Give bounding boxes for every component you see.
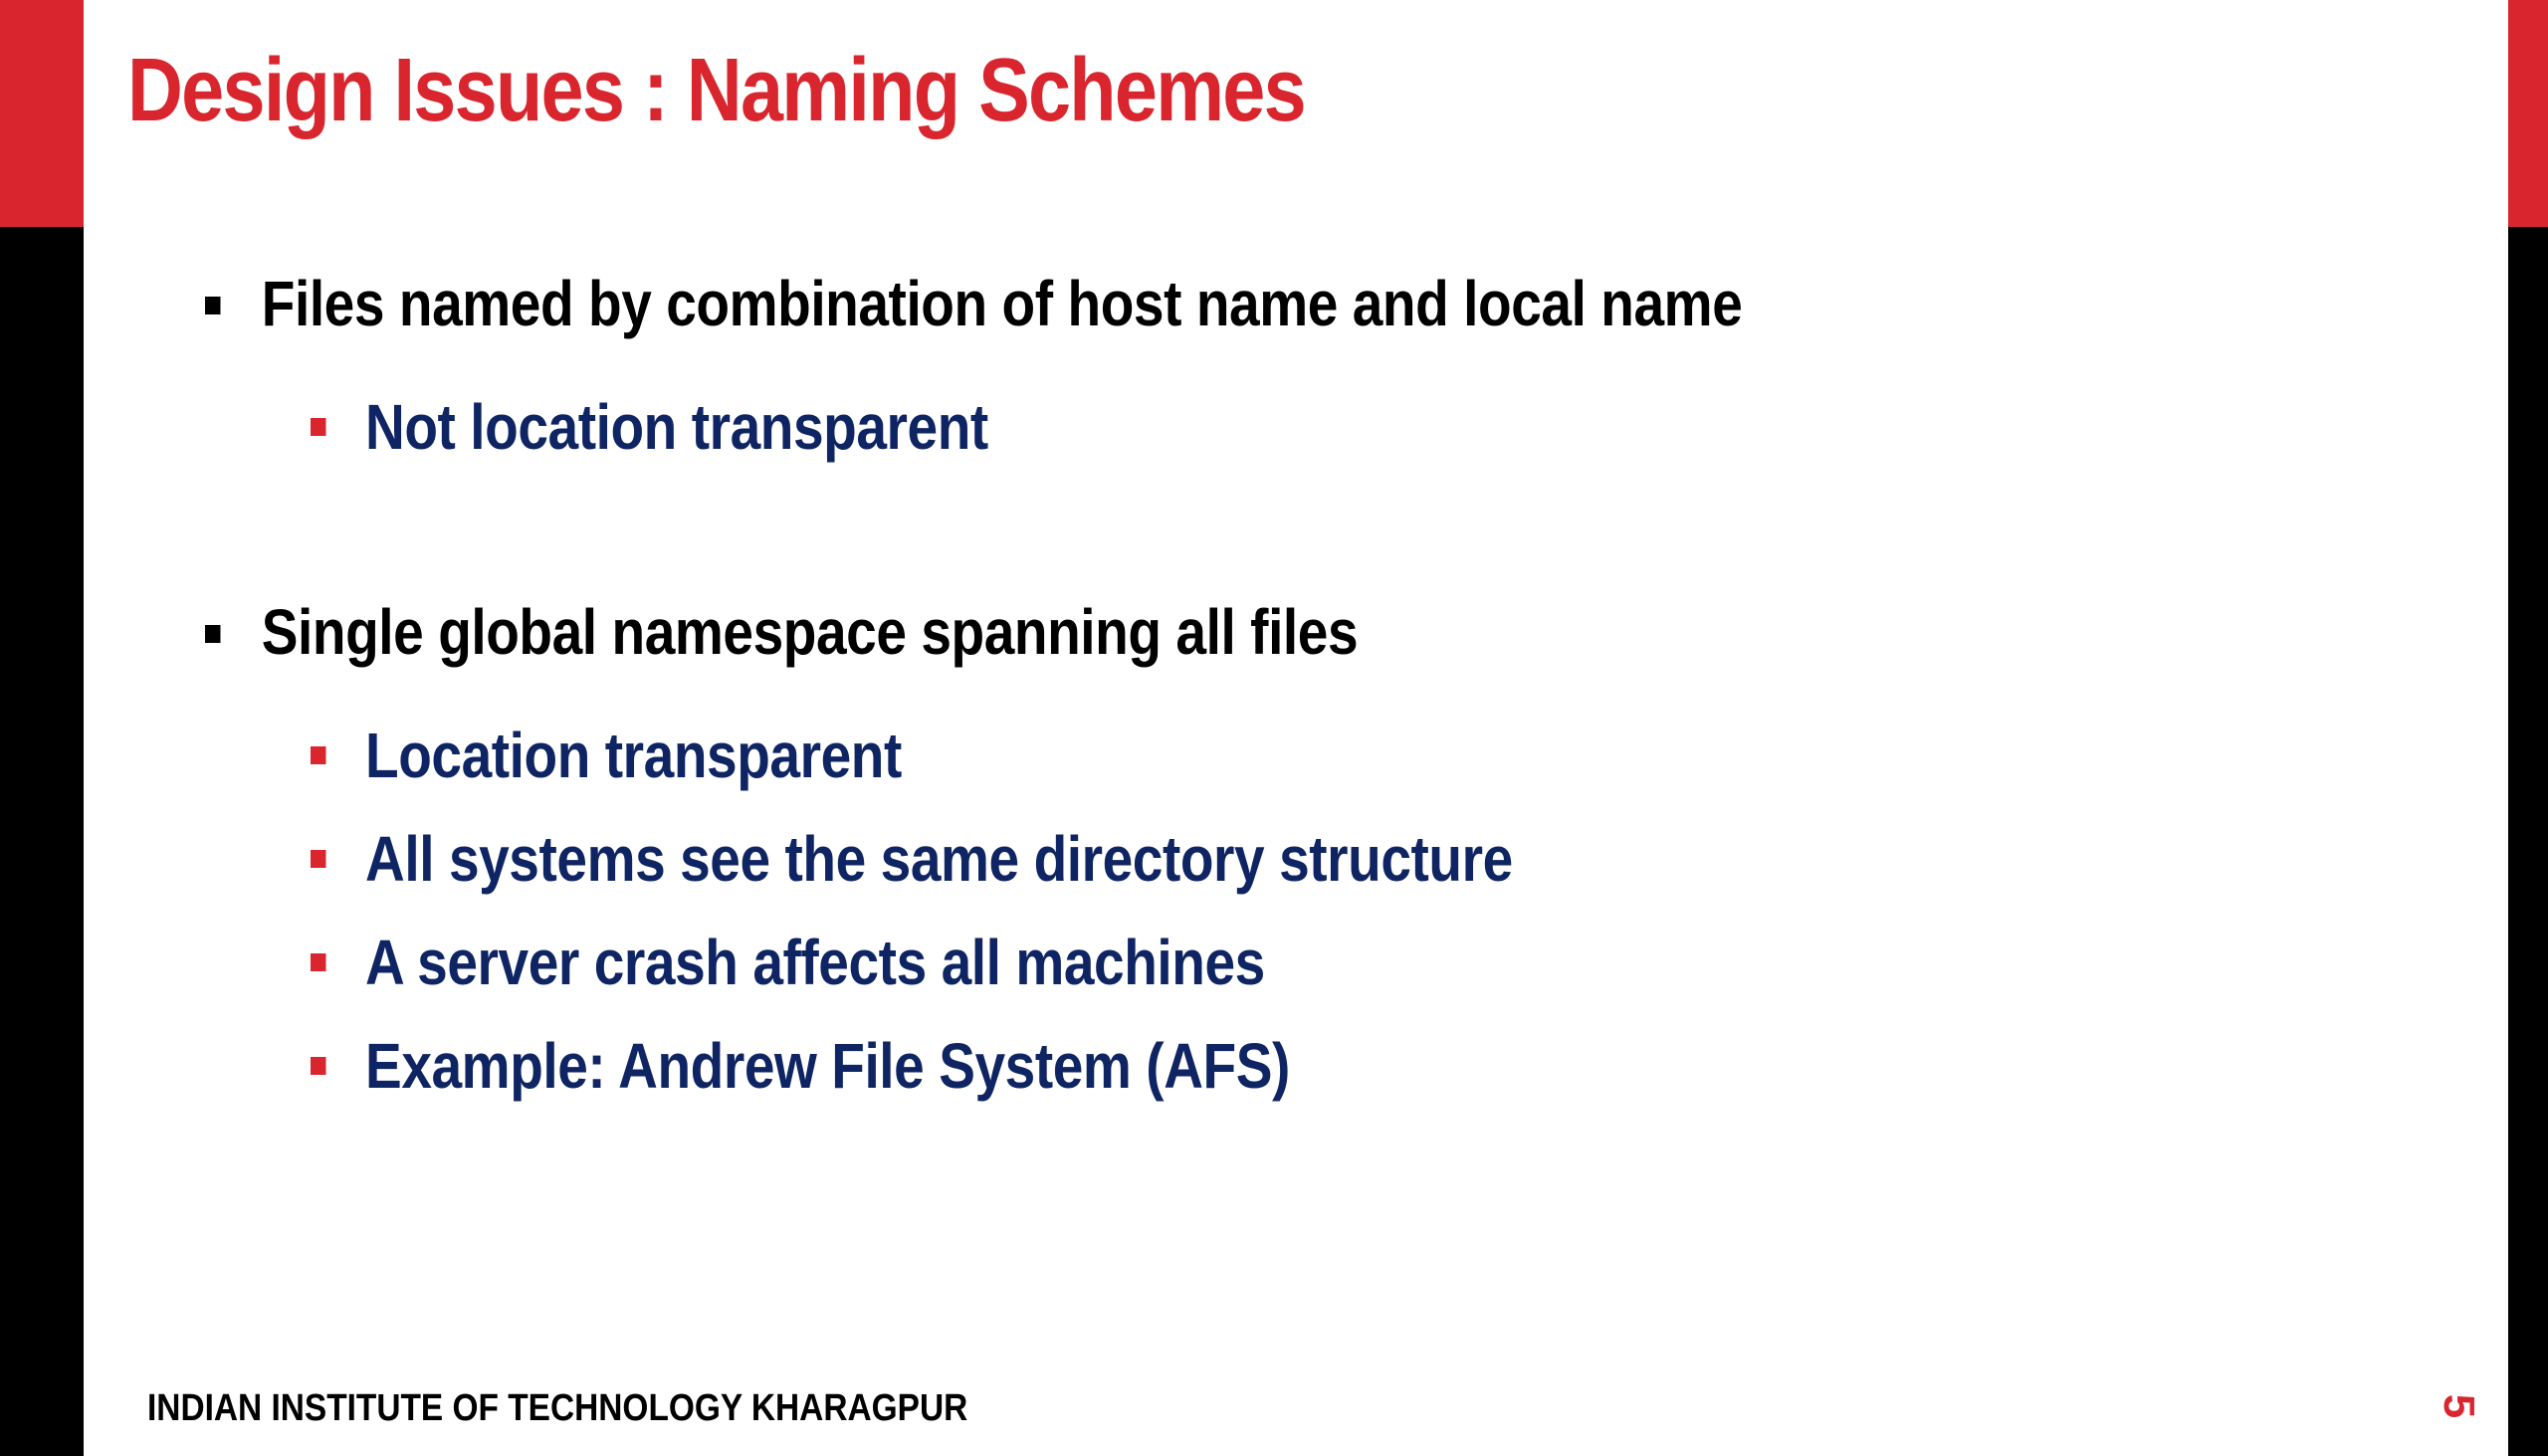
sub-bullet-text: Location transparent bbox=[365, 720, 902, 791]
slide-title: Design Issues : Naming Schemes bbox=[127, 41, 1305, 140]
left-side-bar bbox=[0, 0, 84, 1456]
sub-bullet-text: A server crash affects all machines bbox=[365, 927, 1265, 998]
square-bullet-icon bbox=[311, 850, 325, 868]
sub-bullet-text: Not location transparent bbox=[365, 391, 988, 463]
left-red-accent bbox=[0, 0, 84, 227]
page-number: 5 bbox=[2435, 1393, 2483, 1419]
bullet-text: Single global namespace spanning all files bbox=[261, 596, 1359, 668]
square-bullet-icon bbox=[311, 953, 325, 971]
square-bullet-icon bbox=[311, 1057, 325, 1075]
bullet-text: Files named by combination of host name and local name bbox=[261, 268, 1743, 339]
square-bullet-icon bbox=[205, 625, 220, 643]
sub-bullet-text: Example: Andrew File System (AFS) bbox=[365, 1030, 1290, 1102]
institution-footer: INDIAN INSTITUTE OF TECHNOLOGY KHARAGPUR bbox=[147, 1387, 968, 1429]
sub-bullet-text: All systems see the same directory structure bbox=[365, 823, 1513, 895]
right-side-bar bbox=[2508, 0, 2548, 1456]
square-bullet-icon bbox=[205, 297, 220, 314]
square-bullet-icon bbox=[311, 746, 325, 764]
square-bullet-icon bbox=[311, 418, 325, 436]
right-red-accent bbox=[2508, 0, 2548, 227]
